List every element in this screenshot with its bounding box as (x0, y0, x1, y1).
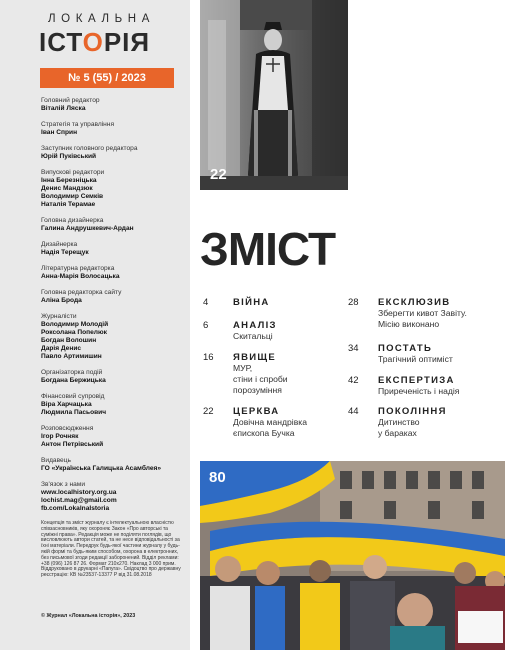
staff-person: Володимир Молодій (41, 321, 109, 328)
toc-page-number: 44 (348, 406, 359, 417)
staff-person: Роксолана Попелюк (41, 329, 107, 336)
rally-photo (200, 461, 505, 650)
toc-article-title: МУР, стіни і спроби порозуміння (233, 363, 288, 395)
staff-role: Головна редакторка сайту (41, 289, 122, 296)
bishop-photo (200, 0, 348, 190)
toc-section-name: ЕКСКЛЮЗИВ (378, 297, 451, 308)
toc-item[interactable] (203, 320, 353, 342)
toc-page-number: 16 (203, 352, 214, 363)
staff-section (41, 425, 186, 449)
toc-section-name: ПОСТАТЬ (378, 343, 433, 354)
staff-role: Організаторка подій (41, 369, 103, 376)
toc-section-name: ЦЕРКВА (233, 406, 280, 417)
staff-person: Віталій Ляска (41, 105, 86, 112)
staff-person: Галина Андрушкевич-Ардан (41, 225, 134, 232)
staff-person: Богдан Волошин (41, 337, 97, 344)
staff-person: Володимир Семків (41, 193, 104, 200)
toc-item[interactable] (348, 375, 498, 397)
toc-article-title: Дитинство у бараках (378, 417, 420, 438)
toc-page-number: 42 (348, 375, 359, 386)
toc-section-name: ПОКОЛІННЯ (378, 406, 447, 417)
staff-section (41, 97, 186, 113)
staff-role: Зв'язок з нами (41, 481, 86, 488)
staff-person: Віра Харчацька (41, 401, 92, 408)
toc-page-number: 28 (348, 297, 359, 308)
toc-item[interactable] (348, 297, 498, 330)
copyright: © Журнал «Локальна історія», 2023 (41, 613, 136, 619)
staff-person: Ігор Рочняк (41, 433, 79, 440)
staff-role: Фінансовий супровід (41, 393, 105, 400)
staff-list (41, 97, 186, 579)
staff-section (41, 145, 186, 161)
staff-person: lochist.mag@gmail.com (41, 497, 117, 504)
staff-person: ГО «Українська Галицька Асамблея» (41, 465, 162, 472)
legal-notice: Концепція та зміст журналу є інтелектуальною власністю співзасновників, яку охороняє Закон «Про авторські та суміжні права». Редакція може не поділяти поглядів, що висловлюють автори статей, та не несе відповідальності за їхні матеріали. Передрук будь-якої частини журналу у будь-якій формі та будь-яким способом, охорона в електронних, без письмової згоди редакції заборонений. Відділ реклами: +38 (096) 126 87 26. Формат 210х270. Наклад 3 000 прим. Віддруковано в друкарні «Папуга». Свідоцтво про державну реєстрацію: КВ №23537-13377 Р від 31.08.2018 (41, 520, 181, 579)
toc-item[interactable] (348, 406, 498, 439)
contents-title: ЗМІСТ (200, 223, 336, 275)
staff-role: Головна дизайнерка (41, 217, 104, 224)
staff-section (41, 393, 186, 417)
staff-person: Денис Мандзюк (41, 185, 93, 192)
staff-section (41, 313, 186, 361)
staff-section (41, 457, 186, 473)
toc-section-name: АНАЛІЗ (233, 320, 277, 331)
staff-role: Розповсюдження (41, 425, 94, 432)
staff-person: www.localhistory.org.ua (41, 489, 117, 496)
staff-person: Аліна Брода (41, 297, 82, 304)
staff-section (41, 481, 186, 513)
photo-bottom-page-number: 80 (209, 469, 226, 486)
staff-person: Людмила Пасьович (41, 409, 107, 416)
toc-item[interactable] (348, 343, 498, 365)
staff-person: Юрій Пуківський (41, 153, 97, 160)
toc-page-number: 34 (348, 343, 359, 354)
staff-role: Випускові редактори (41, 169, 105, 176)
toc-section-name: ЯВИЩЕ (233, 352, 277, 363)
toc-page-number: 6 (203, 320, 209, 331)
staff-person: fb.com/LokalnaIstoria (41, 505, 110, 512)
toc-article-title: Довічна мандрівка єпископа Бучка (233, 417, 307, 438)
staff-role: Заступник головного редактора (41, 145, 138, 152)
staff-role: Журналісти (41, 313, 77, 320)
staff-person: Іван Сприн (41, 129, 78, 136)
staff-role: Видавець (41, 457, 71, 464)
staff-section (41, 265, 186, 281)
staff-role: Головний редактор (41, 97, 100, 104)
toc-item[interactable] (203, 406, 353, 439)
toc-section-name: ЕКСПЕРТИЗА (378, 375, 455, 386)
toc-article-title: Скитальці (233, 331, 273, 341)
toc-page-number: 22 (203, 406, 214, 417)
staff-section (41, 121, 186, 137)
bishop-photo-illustration (200, 0, 348, 190)
rally-photo-illustration (200, 461, 505, 650)
staff-person: Антон Петрівський (41, 441, 104, 448)
staff-person: Наталія Терамае (41, 201, 96, 208)
staff-person: Дарія Денис (41, 345, 82, 352)
staff-role: Дизайнерка (41, 241, 78, 248)
issue-number-badge: № 5 (55) / 2023 (40, 68, 174, 88)
staff-person: Анна-Марія Волосацька (41, 273, 120, 280)
toc-item[interactable] (203, 352, 353, 396)
toc-article-title: Зберегти кивот Завіту. Місію виконано (378, 308, 467, 329)
toc-item[interactable] (203, 297, 353, 308)
staff-role: Літературна редакторка (41, 265, 115, 272)
logo-top-word: ЛОКАЛЬНА (48, 13, 155, 25)
staff-section (41, 289, 186, 305)
staff-section (41, 169, 186, 209)
toc-article-title: Приреченість і надія (378, 386, 460, 396)
photo-top-page-number: 22 (210, 166, 227, 183)
staff-person: Надія Терещук (41, 249, 89, 256)
staff-person: Павло Артимишин (41, 353, 102, 360)
logo-main-word: ІСТОРІЯ (39, 27, 151, 57)
staff-person: Богдана Бержицька (41, 377, 106, 384)
staff-section (41, 241, 186, 257)
toc-section-name: ВІЙНА (233, 297, 270, 308)
staff-person: Інна Березніцька (41, 177, 97, 184)
toc-page-number: 4 (203, 297, 209, 308)
toc-article-title: Трагічний оптиміст (378, 354, 453, 364)
staff-section (41, 217, 186, 233)
staff-role: Стратегія та управління (41, 121, 115, 128)
masthead-sidebar (0, 0, 190, 650)
staff-section (41, 369, 186, 385)
